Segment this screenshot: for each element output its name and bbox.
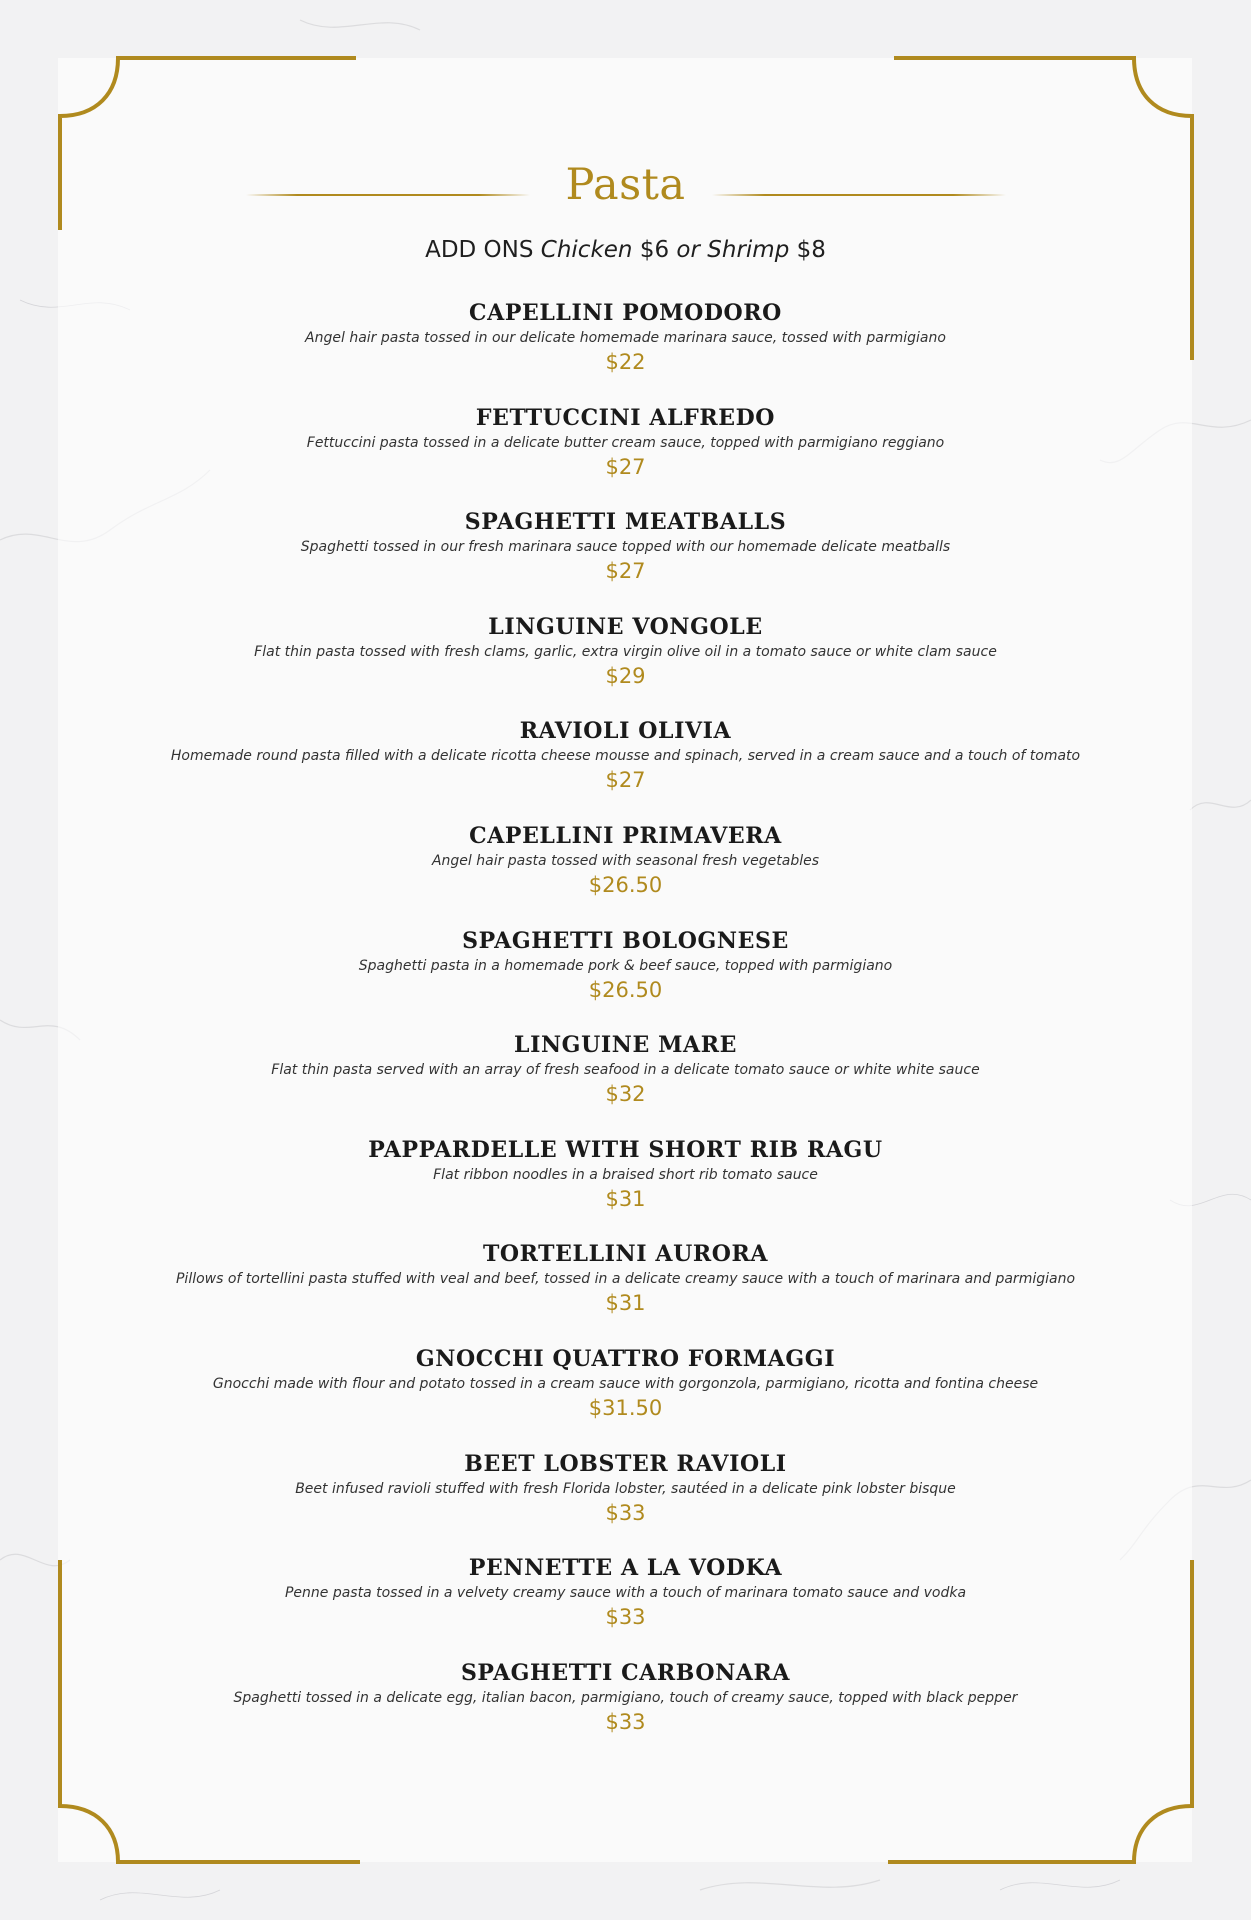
menu-item-name: PAPPARDELLE WITH SHORT RIB RAGU	[368, 1136, 883, 1163]
menu-item-description: Gnocchi made with flour and potato tossed in a cream sauce with gorgonzola, parmigiano, ricotta and fontina cheese	[212, 1375, 1039, 1392]
menu-item-price: $31	[605, 1186, 646, 1211]
menu-item-name: PENNETTE A LA VODKA	[468, 1555, 783, 1582]
addon-shrimp-label: Shrimp	[707, 237, 790, 263]
menu-item-description: Flat thin pasta tossed with fresh clams, garlic, extra virgin olive oil in a tomato sauce or white clam sauce	[254, 643, 997, 660]
menu-item-price: $33	[605, 1605, 646, 1630]
menu-item-description: Angel hair pasta tossed with seasonal fresh vegetables	[431, 852, 820, 869]
menu-item-price: $27	[605, 768, 646, 793]
section-header	[0, 160, 1251, 216]
menu-item-price: $27	[605, 454, 646, 479]
addon-chicken-price: $6	[639, 237, 670, 263]
menu-item-name: FETTUCCINI ALFREDO	[475, 404, 776, 431]
menu-item-description: Spaghetti tossed in a delicate egg, italian bacon, parmigiano, touch of creamy sauce, topped with black pepper	[233, 1689, 1018, 1706]
menu-item-name: LINGUINE MARE	[514, 1032, 737, 1059]
menu-item	[0, 1028, 1251, 1133]
menu-item-description: Penne pasta tossed in a velvety creamy sauce with a touch of marinara tomato sauce and vodka	[284, 1585, 967, 1602]
menu-item	[0, 714, 1251, 819]
menu-item-price: $29	[605, 663, 646, 688]
menu-item	[0, 819, 1251, 924]
menu-item	[0, 1656, 1251, 1761]
menu-item-description: Pillows of tortellini pasta stuffed with veal and beef, tossed in a delicate creamy sauce with a touch of marinara and parmigiano	[175, 1271, 1076, 1288]
addons-joiner: or	[676, 237, 700, 263]
menu-item-name: CAPELLINI POMODORO	[469, 300, 782, 326]
menu-item-price: $33	[605, 1500, 646, 1525]
addon-shrimp-price: $8	[796, 237, 826, 263]
menu-item-price: $32	[605, 1082, 646, 1107]
menu-item	[0, 1342, 1251, 1447]
menu-item-description: Flat thin pasta served with an array of fresh seafood in a delicate tomato sauce or white white sauce	[271, 1062, 980, 1079]
menu-item-name: LINGUINE VONGOLE	[488, 613, 763, 640]
menu-item-name: SPAGHETTI CARBONARA	[460, 1659, 791, 1686]
addons-line	[0, 237, 1251, 263]
menu-item	[0, 296, 1251, 401]
menu-item-price: $31.50	[588, 1395, 663, 1420]
menu-item	[0, 924, 1251, 1029]
menu-item-description: Flat ribbon noodles in a braised short rib tomato sauce	[433, 1166, 818, 1183]
menu-item-price: $26.50	[588, 977, 663, 1002]
menu-item-price: $31	[605, 1291, 646, 1316]
menu-item-description: Spaghetti tossed in our fresh marinara sauce topped with our homemade delicate meatballs	[300, 539, 951, 556]
menu-item	[0, 1551, 1251, 1656]
menu-item-price: $22	[605, 350, 646, 374]
menu-item	[0, 610, 1251, 715]
menu-item-name: TORTELLINI AURORA	[482, 1241, 769, 1268]
menu-item	[0, 1237, 1251, 1342]
menu-item-name: RAVIOLI OLIVIA	[519, 718, 732, 745]
menu-item-name: CAPELLINI PRIMAVERA	[469, 822, 782, 849]
menu-item-name: SPAGHETTI MEATBALLS	[464, 509, 787, 536]
menu-item-description: Fettuccini pasta tossed in a delicate butter cream sauce, topped with parmigiano reggiano	[306, 434, 945, 451]
section-title: Pasta	[565, 160, 686, 210]
menu-item	[0, 401, 1251, 506]
menu-item-description: Beet infused ravioli stuffed with fresh Florida lobster, sautéed in a delicate pink lobster bisque	[295, 1480, 956, 1497]
menu-item-description: Angel hair pasta tossed in our delicate homemade marinara sauce, tossed with parmigiano	[305, 330, 946, 346]
menu-item-name: GNOCCHI QUATTRO FORMAGGI	[415, 1345, 836, 1372]
menu-item-description: Spaghetti pasta in a homemade pork & beef sauce, topped with parmigiano	[358, 957, 893, 974]
menu-item-price: $33	[605, 1709, 646, 1734]
menu-item-price: $26.50	[588, 872, 663, 897]
addon-chicken-label: Chicken	[540, 237, 633, 263]
menu-item-description: Homemade round pasta filled with a delicate ricotta cheese mousse and spinach, served in a cream sauce and a touch of tomato	[170, 748, 1081, 765]
menu-item	[0, 1447, 1251, 1552]
menu-item-list	[0, 296, 1251, 1760]
title-divider-right	[712, 194, 1006, 196]
menu-item-name: SPAGHETTI BOLOGNESE	[462, 927, 789, 954]
addons-prefix: ADD ONS	[425, 237, 534, 263]
menu-item-name: BEET LOBSTER RAVIOLI	[464, 1450, 787, 1477]
menu-item	[0, 505, 1251, 610]
menu-item-price: $27	[605, 559, 646, 584]
menu-item	[0, 1133, 1251, 1238]
